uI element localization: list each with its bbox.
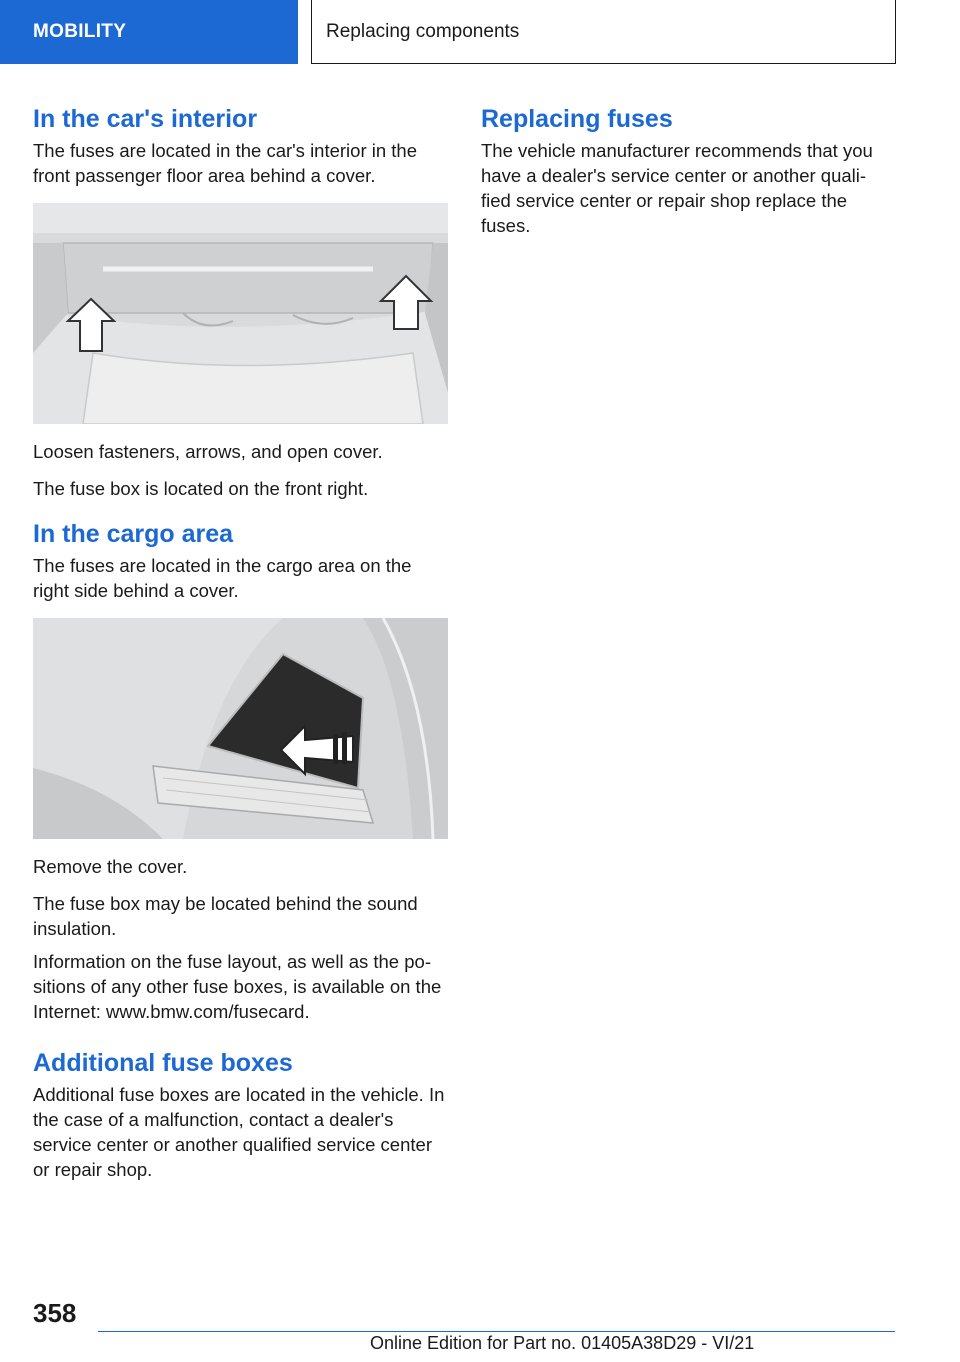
chapter-title: Replacing components <box>311 0 896 64</box>
replacing-text: The vehicle manufacturer recommends that you have a dealer's service center or another quali-fied service center or repair shop replace the fuses. <box>481 140 873 236</box>
cargo-caption: Remove the cover. <box>33 856 188 877</box>
left-column <box>33 100 449 1182</box>
heading-interior: In the car's interior <box>33 105 258 133</box>
cargo-note-fusecard: Information on the fuse layout, as well as the po-sitions of any other fuse boxes, is available on the Internet: www.bmw.com/fusecard. <box>33 951 442 1022</box>
heading-replacing: Replacing fuses <box>481 105 673 133</box>
cargo-note-insulation: The fuse box may be located behind the sound insulation. <box>33 893 418 939</box>
page-number: 358 <box>33 1298 77 1328</box>
heading-cargo: In the cargo area <box>33 520 234 548</box>
interior-text: The fuses are located in the car's interior in the front passenger floor area behind a cover. <box>33 140 418 186</box>
page-header <box>0 0 960 66</box>
interior-note: The fuse box is located on the front right. <box>33 478 369 499</box>
section-tab: MOBILITY <box>0 0 298 64</box>
right-column <box>481 100 891 238</box>
cargo-fuse-cover-image <box>33 618 448 839</box>
footer-divider <box>98 1331 895 1332</box>
interior-caption: Loosen fasteners, arrows, and open cover. <box>33 441 383 462</box>
interior-fuse-cover-image <box>33 203 448 424</box>
edition-text: Online Edition for Part no. 01405A38D29 - VI/21 <box>370 1333 755 1353</box>
cargo-text: The fuses are located in the cargo area on the right side behind a cover. <box>33 555 412 601</box>
additional-text: Additional fuse boxes are located in the vehicle. In the case of a malfunction, contact a dealer's service center or another qualified service center or repair shop. <box>33 1084 445 1180</box>
heading-additional: Additional fuse boxes <box>33 1049 293 1077</box>
